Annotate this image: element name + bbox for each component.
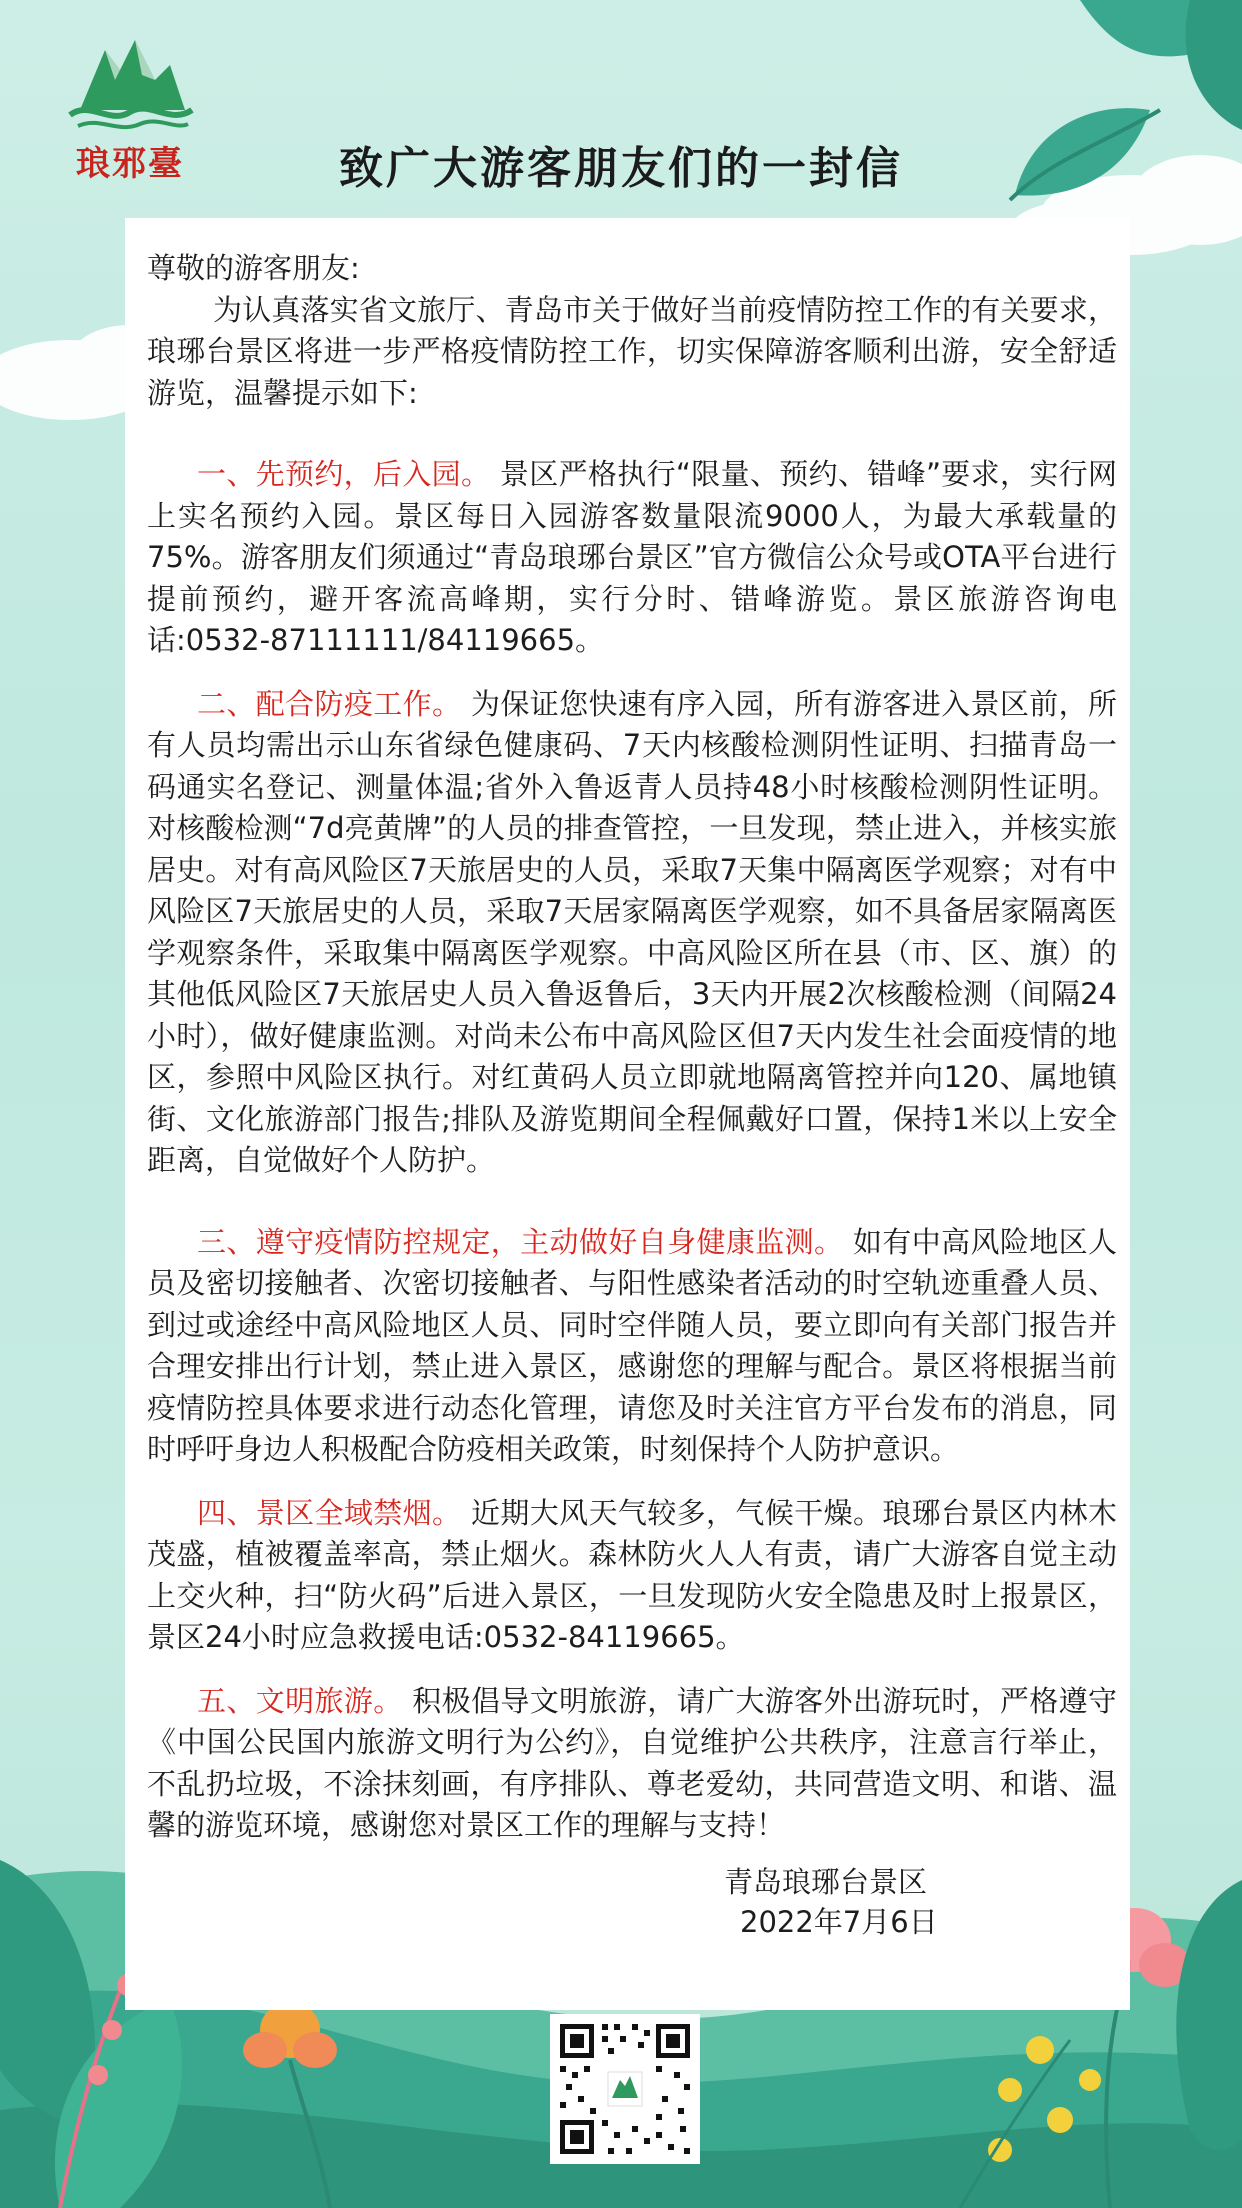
letter-intro: 为认真落实省文旅厅、青岛市关于做好当前疫情防控工作的有关要求，琅琊台景区将进一步严格疫情防控工作，切实保障游客顺利出游，安全舒适游览，温馨提示如下: [147, 292, 1117, 410]
signature-date: 2022年7月6日 [740, 1905, 938, 1939]
section-heading: 一、先预约，后入园。 [197, 457, 491, 491]
letter-section [147, 1493, 1117, 1659]
letter-greeting: 尊敬的游客朋友: [147, 251, 360, 285]
qr-code [550, 2014, 700, 2164]
section-body: 近期大风天气较多，气候干燥。琅琊台景区内林木茂盛，植被覆盖率高，禁止烟火。森林防火人人有责，请广大游客自觉主动上交火种，扫“防火码”后进入景区，一旦发现防火安全隐患及时上报景区，景区24小时应急救援电话:0532-84119665。 [147, 1495, 1117, 1654]
signature-org: 青岛琅琊台景区 [724, 1865, 928, 1899]
section-heading: 五、文明旅游。 [197, 1683, 403, 1718]
section-body: 如有中高风险地区人员及密切接触者、次密切接触者、与阳性感染者活动的时空轨迹重叠人员、到过或途经中高风险地区人员、同时空伴随人员，要立即向有关部门报告并合理安排出行计划，禁止进入景区，感谢您的理解与配合。景区将根据当前疫情防控具体要求进行动态化管理，请您及时关注官方平台发布的消息，同时呼吁身边人积极配合防疫相关政策，时刻保持个人防护意识。 [147, 1224, 1117, 1466]
section-heading: 二、配合防疫工作。 [197, 686, 462, 721]
letter-body [147, 248, 1117, 1847]
qr-code-icon [550, 2014, 700, 2164]
letter-section [147, 1681, 1117, 1847]
section-body: 景区严格执行“限量、预约、错峰”要求，实行网上实名预约入园。景区每日入园游客数量限流9000人，为最大承载量的75%。游客朋友们须通过“青岛琅琊台景区”官方微信公众号或OTA平台进行提前预约，避开客流高峰期，实行分时、错峰游览。景区旅游咨询电话:0532-87111111/84119665。 [147, 457, 1117, 657]
letter-section [147, 684, 1117, 1182]
letter-section [147, 1222, 1117, 1471]
section-body: 积极倡导文明旅游，请广大游客外出游玩时，严格遵守《中国公民国内旅游文明行为公约》，自觉维护公共秩序，注意言行举止，不乱扔垃圾，不涂抹刻画，有序排队、尊老爱幼，共同营造文明、和谐、温馨的游览环境，感谢您对景区工作的理解与支持！ [147, 1683, 1117, 1842]
letter-section [147, 454, 1117, 662]
logo-text: 琅邪臺 [76, 144, 184, 184]
section-body: 为保证您快速有序入园，所有游客进入景区前，所有人员均需出示山东省绿色健康码、7天内核酸检测阴性证明、扫描青岛一码通实名登记、测量体温;省外入鲁返青人员持48小时核酸检测阴性证明。对核酸检测“7d亮黄牌”的人员的排查管控，一旦发现，禁止进入，并核实旅居史。对有高风险区7天旅居史的人员，采取7天集中隔离医学观察；对有中风险区7天旅居史的人员，采取7天居家隔离医学观察，如不具备居家隔离医学观察条件，采取集中隔离医学观察。中高风险区所在县（市、区、旗）的其他低风险区7天旅居史人员入鲁返鲁后，3天内开展2次核酸检测（间隔24小时），做好健康监测。对尚未公布中高风险区但7天内发生社会面疫情的地区，参照中风险区执行。对红黄码人员立即就地隔离管控并向120、属地镇街、文化旅游部门报告;排队及游览期间全程佩戴好口置，保持1米以上安全距离，自觉做好个人防护。 [147, 686, 1117, 1177]
section-heading: 三、遵守疫情防控规定，主动做好自身健康监测。 [197, 1224, 844, 1259]
mountain-logo-icon [60, 30, 200, 140]
section-heading: 四、景区全域禁烟。 [197, 1495, 462, 1530]
page-title: 致广大游客朋友们的一封信 [339, 143, 903, 194]
